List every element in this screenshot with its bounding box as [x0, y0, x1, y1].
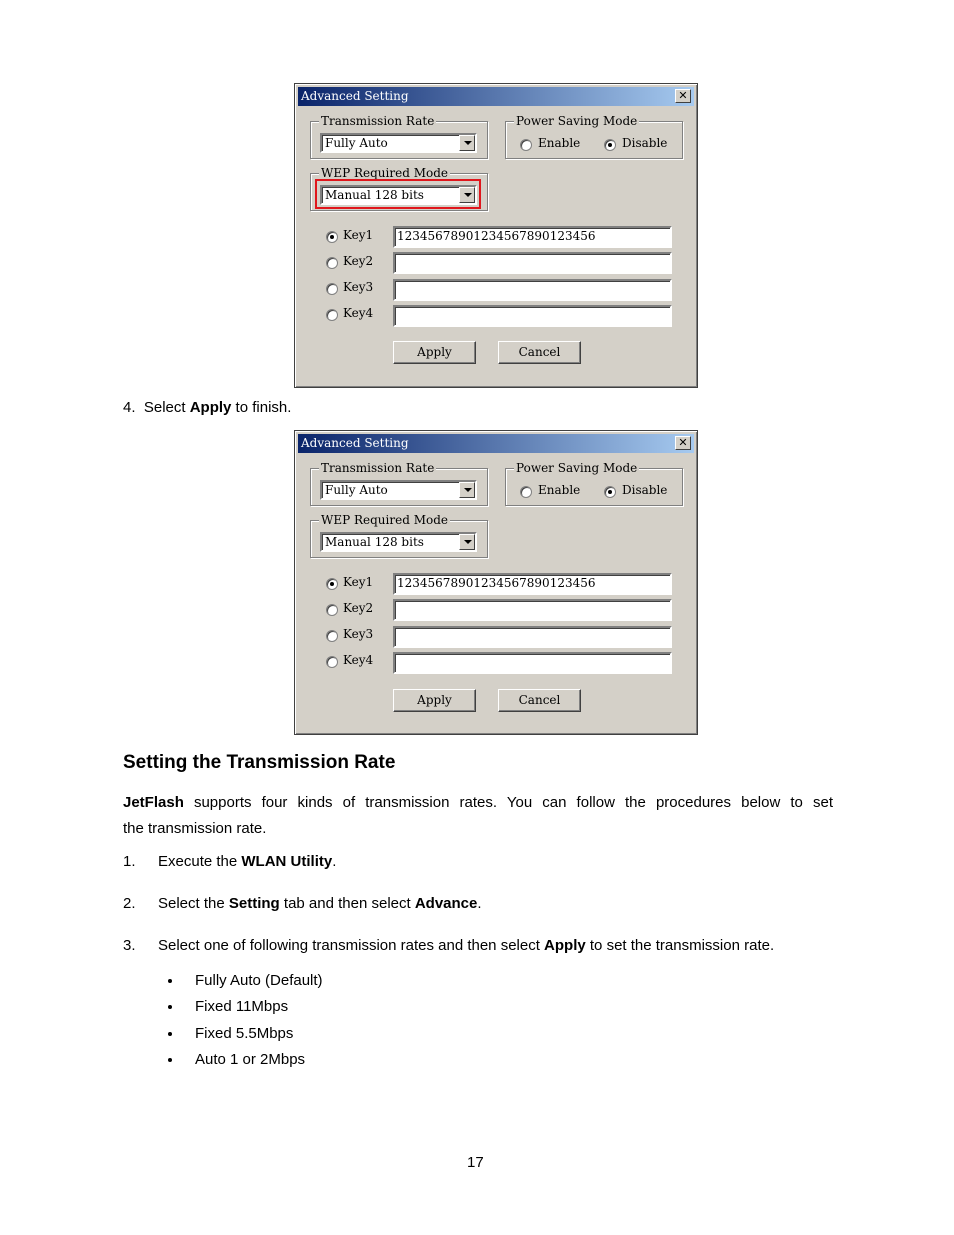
- step-text: Select the: [158, 895, 229, 912]
- close-icon[interactable]: ✕: [675, 436, 691, 450]
- key1-radio[interactable]: [326, 231, 338, 243]
- wep-mode-select[interactable]: [320, 532, 477, 552]
- rate-item: Fixed 5.5Mbps: [195, 1025, 294, 1042]
- page-number: 17: [467, 1154, 484, 1171]
- step-text-end: .: [332, 853, 337, 870]
- key3-radio[interactable]: [326, 630, 338, 642]
- cancel-button[interactable]: Cancel: [498, 689, 581, 712]
- dialog-titlebar: [298, 434, 694, 453]
- step-1-number: 1.: [123, 853, 136, 870]
- step-2: [158, 895, 482, 913]
- enable-label: Enable: [538, 483, 581, 497]
- step-text: Select one of following transmission rates and then select: [158, 937, 545, 954]
- close-icon[interactable]: ✕: [675, 89, 691, 103]
- key4-radio[interactable]: [326, 309, 338, 321]
- power-saving-group: [505, 114, 683, 159]
- intro-paragraph-line1: [123, 794, 833, 812]
- transmission-rate-group: [310, 114, 488, 159]
- step-number: 4.: [123, 399, 136, 416]
- step-text: Execute the: [158, 853, 242, 870]
- power-saving-legend: Power Saving Mode: [516, 114, 638, 128]
- disable-radio[interactable]: [604, 486, 616, 498]
- key4-radio[interactable]: [326, 656, 338, 668]
- key1-label: Key1: [343, 228, 374, 242]
- enable-radio[interactable]: [520, 486, 532, 498]
- key4-input[interactable]: [393, 652, 672, 674]
- transmission-rate-legend: Transmission Rate: [321, 114, 435, 128]
- chevron-down-icon[interactable]: [459, 482, 475, 498]
- section-heading: Setting the Transmission Rate: [123, 752, 396, 773]
- key2-label: Key2: [343, 254, 374, 268]
- key3-radio[interactable]: [326, 283, 338, 295]
- transmission-rate-group: [310, 461, 488, 506]
- wep-mode-legend: WEP Required Mode: [321, 513, 448, 527]
- power-saving-group: [505, 461, 683, 506]
- step-3: [158, 937, 774, 955]
- wep-mode-value: Manual 128 bits: [325, 535, 424, 549]
- bullet-icon: [168, 1058, 172, 1062]
- disable-radio[interactable]: [604, 139, 616, 151]
- advanced-setting-dialog: [294, 83, 698, 388]
- transmission-rate-select[interactable]: [320, 133, 477, 153]
- chevron-down-icon[interactable]: [459, 135, 475, 151]
- enable-radio[interactable]: [520, 139, 532, 151]
- step-1: [158, 853, 336, 871]
- key3-label: Key3: [343, 280, 374, 294]
- bullet-icon: [168, 1032, 172, 1036]
- key3-input[interactable]: [393, 626, 672, 648]
- transmission-rate-value: Fully Auto: [325, 483, 388, 497]
- key2-input[interactable]: [393, 252, 672, 274]
- intro-bold: JetFlash: [123, 794, 184, 811]
- key1-input[interactable]: [393, 226, 672, 248]
- key1-value: 12345678901234567890123456: [397, 576, 596, 590]
- disable-label: Disable: [622, 483, 668, 497]
- chevron-down-icon[interactable]: [459, 534, 475, 550]
- intro-text: supports four kinds of transmission rates. You can follow the procedures below to set: [183, 794, 833, 811]
- key1-input[interactable]: [393, 573, 672, 595]
- step-bold: Apply: [544, 937, 586, 954]
- apply-button[interactable]: Apply: [393, 341, 476, 364]
- step-2-number: 2.: [123, 895, 136, 912]
- step-4: [123, 399, 291, 417]
- apply-button[interactable]: Apply: [393, 689, 476, 712]
- key2-label: Key2: [343, 601, 374, 615]
- advanced-setting-dialog: [294, 430, 698, 735]
- key4-input[interactable]: [393, 305, 672, 327]
- step-text-end: to set the transmission rate.: [585, 937, 775, 954]
- enable-label: Enable: [538, 136, 581, 150]
- key3-input[interactable]: [393, 279, 672, 301]
- wep-highlight-box: [315, 179, 481, 209]
- step-bold-2: Advance: [414, 895, 478, 912]
- bullet-icon: [168, 979, 172, 983]
- step-text: Select: [143, 399, 190, 416]
- transmission-rate-value: Fully Auto: [325, 136, 388, 150]
- key4-label: Key4: [343, 306, 374, 320]
- key3-label: Key3: [343, 627, 374, 641]
- rate-item: Auto 1 or 2Mbps: [195, 1051, 306, 1068]
- cancel-button[interactable]: Cancel: [498, 341, 581, 364]
- dialog-title: Advanced Setting: [301, 89, 409, 103]
- wep-mode-legend: WEP Required Mode: [321, 166, 448, 180]
- transmission-rate-select[interactable]: [320, 480, 477, 500]
- rate-item: Fully Auto (Default): [195, 972, 323, 989]
- power-saving-legend: Power Saving Mode: [516, 461, 638, 475]
- step-text-end: to finish.: [231, 399, 292, 416]
- key1-label: Key1: [343, 575, 374, 589]
- step-bold: Setting: [228, 895, 280, 912]
- key2-input[interactable]: [393, 599, 672, 621]
- wep-mode-value: Manual 128 bits: [325, 188, 424, 202]
- key1-radio[interactable]: [326, 578, 338, 590]
- wep-mode-group: [310, 513, 488, 558]
- dialog-title: Advanced Setting: [301, 436, 409, 450]
- intro-paragraph-line2: the transmission rate.: [123, 820, 267, 837]
- key2-radio[interactable]: [326, 604, 338, 616]
- bullet-icon: [168, 1005, 172, 1009]
- key4-label: Key4: [343, 653, 374, 667]
- step-text-end: .: [477, 895, 482, 912]
- step-bold: WLAN Utility: [241, 853, 333, 870]
- step-3-number: 3.: [123, 937, 136, 954]
- dialog-titlebar: [298, 87, 694, 106]
- key1-value: 12345678901234567890123456: [397, 229, 596, 243]
- key2-radio[interactable]: [326, 257, 338, 269]
- disable-label: Disable: [622, 136, 668, 150]
- step-text-mid: tab and then select: [279, 895, 415, 912]
- step-bold: Apply: [189, 399, 232, 416]
- transmission-rate-legend: Transmission Rate: [321, 461, 435, 475]
- rate-item: Fixed 11Mbps: [195, 998, 289, 1015]
